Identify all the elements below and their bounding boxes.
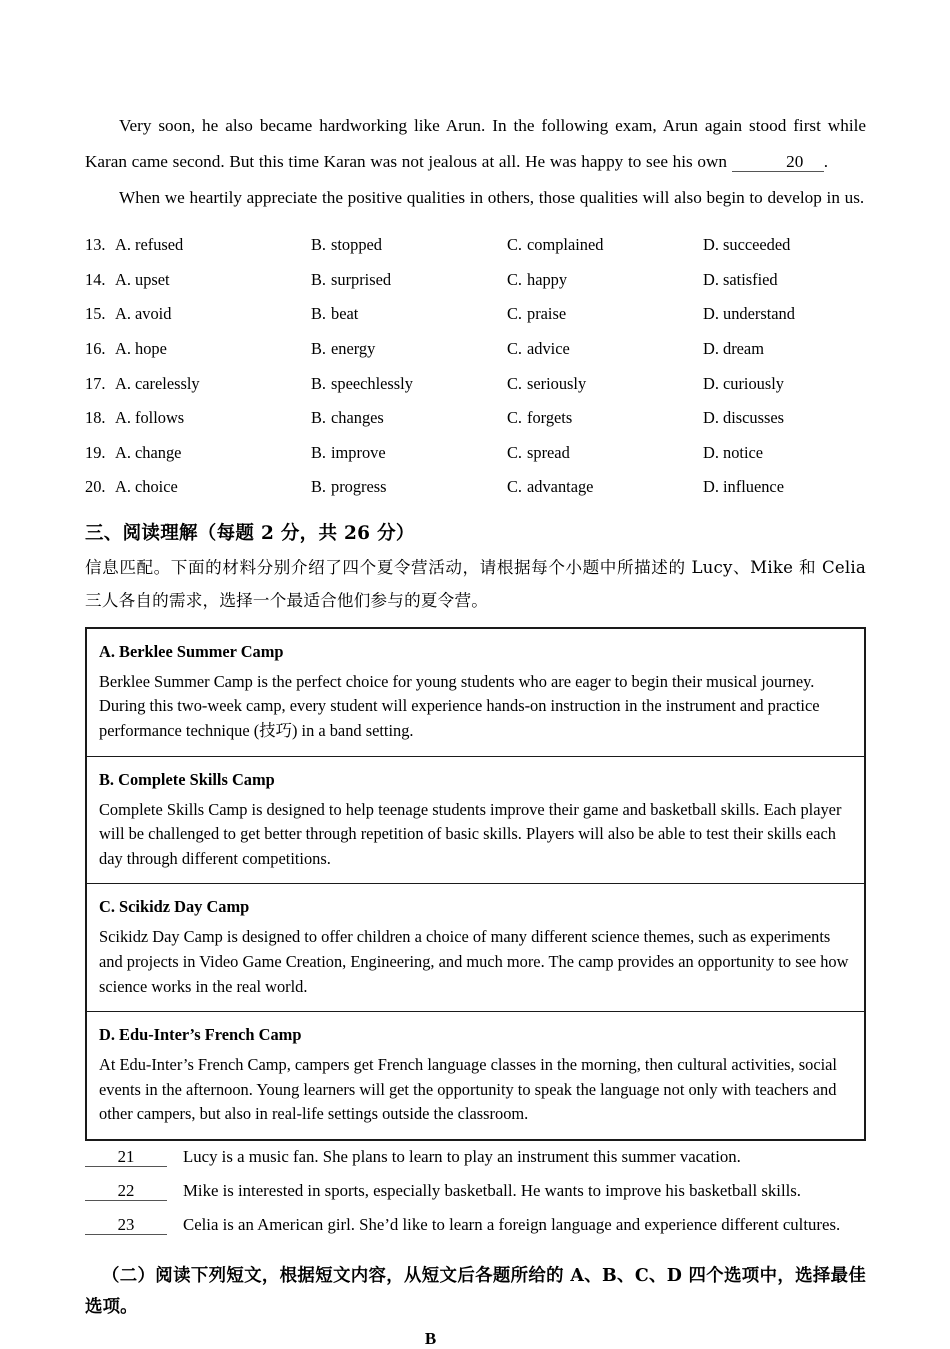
option-c[interactable] [507, 408, 703, 428]
option-b[interactable] [311, 374, 507, 394]
section-heading: 三、阅读理解（每题 2 分，共 26 分） [85, 522, 415, 544]
option-c-letter: C. [507, 339, 523, 359]
passage-paragraph-1-end: . [823, 152, 829, 171]
option-b-letter: B. [311, 269, 327, 289]
option-a-letter: A. [115, 269, 131, 289]
option-c-text: seriously [527, 373, 587, 393]
option-a[interactable] [115, 235, 311, 255]
option-a[interactable] [115, 339, 311, 359]
passage-paragraph-1-text: Very soon, he also became hardworking like Arun. In the following exam, Arun again stood first while Karan came second. But this time Karan was not jealous at all. He was happy to see his own [85, 116, 866, 171]
passage-paragraph-2: When we heartily appreciate the positive qualities in others, those qualities will also begin to develop in us. [119, 188, 865, 207]
option-c-text: complained [527, 235, 604, 255]
choice-row [85, 332, 866, 367]
option-d-letter: D. [703, 235, 719, 255]
option-a[interactable] [115, 270, 311, 290]
option-a[interactable] [115, 374, 311, 394]
option-d[interactable] [703, 270, 883, 290]
matching-row [85, 1147, 866, 1181]
option-a-text: choice [135, 477, 178, 497]
camp-body-a: Berklee Summer Camp is the perfect choice for young students who are eager to begin their musical journey. During this two-week camp, every student will experience hands-on instruction in the instrument and practice performance technique (技巧) in a band setting. [99, 671, 820, 740]
option-a-text: carelessly [135, 373, 200, 393]
option-b[interactable] [311, 304, 507, 324]
option-a[interactable] [115, 304, 311, 324]
option-c-letter: C. [507, 269, 523, 289]
option-c[interactable] [507, 270, 703, 290]
option-c-letter: C. [507, 235, 523, 255]
option-b-text: speechlessly [331, 373, 413, 393]
blank-20: 20 [732, 153, 824, 172]
matching-text-21: Lucy is a music fan. She plans to learn to play an instrument this summer vacation. [183, 1146, 741, 1166]
option-a-text: hope [135, 339, 167, 359]
question-number: 17. [85, 373, 106, 393]
question-number: 14. [85, 269, 106, 289]
camp-title-b: B. Complete Skills Camp [99, 769, 275, 789]
option-b[interactable] [311, 408, 507, 428]
camps-table [85, 627, 866, 1141]
option-b[interactable] [311, 235, 507, 255]
option-a-text: follows [135, 408, 185, 428]
option-c-text: spread [527, 442, 570, 462]
option-d[interactable] [703, 477, 883, 497]
option-a-letter: A. [115, 339, 131, 359]
option-d[interactable] [703, 408, 883, 428]
camp-cell-a [87, 629, 864, 757]
camp-body-c: Scikidz Day Camp is designed to offer children a choice of many different science themes, such as experiments and projects in Video Game Creation, Engineering, and much more. The camp provides an opportunity to see how science works in the real world. [99, 927, 849, 996]
option-c-text: advice [527, 339, 570, 359]
matching-text-22: Mike is interested in sports, especially basketball. He wants to improve his basketball skills. [183, 1181, 801, 1201]
choice-row [85, 436, 866, 471]
choice-row [85, 470, 866, 505]
option-a[interactable] [115, 477, 311, 497]
question-number: 13. [85, 235, 106, 255]
option-a-text: refused [135, 235, 184, 255]
question-number: 16. [85, 339, 106, 359]
question-number: 18. [85, 408, 106, 428]
option-c[interactable] [507, 339, 703, 359]
option-d[interactable] [703, 235, 883, 255]
option-b[interactable] [311, 339, 507, 359]
option-b-letter: B. [311, 373, 327, 393]
option-d-text: succeeded [723, 235, 791, 255]
option-d-text: curiously [723, 373, 785, 393]
option-c[interactable] [507, 374, 703, 394]
camp-cell-d [87, 1012, 864, 1139]
option-d-text: discusses [723, 408, 785, 428]
option-b-text: surprised [331, 269, 392, 289]
option-d-letter: D. [703, 269, 719, 289]
option-a-letter: A. [115, 442, 131, 462]
camp-body-b: Complete Skills Camp is designed to help teenage students improve their game and basketball skills. Each player will be challenged to get better through repetition of basic skills. Players will also be able to test their skills each day through different competitions. [99, 799, 842, 868]
question-number: 15. [85, 304, 106, 324]
option-a-letter: A. [115, 408, 131, 428]
option-c-letter: C. [507, 477, 523, 497]
option-c-letter: C. [507, 373, 523, 393]
option-c-text: happy [527, 269, 568, 289]
option-d-letter: D. [703, 408, 719, 428]
option-b-letter: B. [311, 339, 327, 359]
option-b-letter: B. [311, 477, 327, 497]
matching-row [85, 1181, 866, 1215]
option-a-letter: A. [115, 477, 131, 497]
option-d-text: satisfied [723, 269, 778, 289]
camp-cell-b [87, 757, 864, 885]
option-d[interactable] [703, 374, 883, 394]
option-d-text: influence [723, 477, 784, 497]
matching-blank-23: 23 [85, 1216, 167, 1235]
option-b-letter: B. [311, 304, 327, 324]
choice-row [85, 263, 866, 298]
choice-row [85, 401, 866, 436]
option-d[interactable] [703, 304, 883, 324]
question-number: 20. [85, 477, 106, 497]
option-d-letter: D. [703, 304, 719, 324]
option-a-letter: A. [115, 235, 131, 255]
option-d-text: notice [723, 442, 764, 462]
option-b-text: changes [331, 408, 384, 428]
option-a[interactable] [115, 443, 311, 463]
matching-text-23: Celia is an American girl. She’d like to learn a foreign language and experience different cultures. [183, 1215, 841, 1235]
option-d-letter: D. [703, 477, 719, 497]
option-d-letter: D. [703, 373, 719, 393]
option-d[interactable] [703, 339, 883, 359]
option-d-text: dream [723, 339, 764, 359]
option-c-letter: C. [507, 408, 523, 428]
option-d-letter: D. [703, 442, 719, 462]
option-c-text: forgets [527, 408, 573, 428]
option-c[interactable] [507, 235, 703, 255]
section-instruction: 信息匹配。下面的材料分别介绍了四个夏令营活动，请根据每个小题中所描述的 Lucy、Mike 和 Celia 三人各自的需求，选择一个最适合他们参与的夏令营。 [85, 557, 866, 610]
option-b-text: improve [331, 442, 386, 462]
option-b-text: progress [331, 477, 387, 497]
option-c-letter: C. [507, 442, 523, 462]
option-a-text: change [135, 442, 182, 462]
option-b-letter: B. [311, 408, 327, 428]
option-c[interactable] [507, 443, 703, 463]
camp-cell-c [87, 884, 864, 1012]
option-d-text: understand [723, 304, 795, 324]
camp-title-a: A. Berklee Summer Camp [99, 641, 284, 661]
option-b-letter: B. [311, 442, 327, 462]
option-b[interactable] [311, 477, 507, 497]
option-b-text: beat [331, 304, 359, 324]
camp-body-d: At Edu-Inter’s French Camp, campers get French language classes in the morning, then cultural activities, social events in the afternoon. Young learners will get the opportunity to speak the language not only with teachers and other campers, but also in real-life settings outside the classroom. [99, 1055, 837, 1124]
option-b-letter: B. [311, 235, 327, 255]
page-content [85, 108, 866, 1349]
option-a[interactable] [115, 408, 311, 428]
option-b[interactable] [311, 270, 507, 290]
matching-blank-21: 21 [85, 1148, 167, 1167]
option-a-text: upset [135, 269, 170, 289]
option-d-letter: D. [703, 339, 719, 359]
matching-row [85, 1215, 866, 1249]
option-b[interactable] [311, 443, 507, 463]
option-c[interactable] [507, 477, 703, 497]
choice-row [85, 228, 866, 263]
option-c-text: praise [527, 304, 567, 324]
option-c-letter: C. [507, 304, 523, 324]
option-c-text: advantage [527, 477, 594, 497]
passage-label-b: B [424, 1329, 437, 1349]
option-c[interactable] [507, 304, 703, 324]
option-b-text: stopped [331, 235, 382, 255]
option-d[interactable] [703, 443, 883, 463]
matching-questions [85, 1147, 866, 1250]
option-a-letter: A. [115, 373, 131, 393]
question-number: 19. [85, 442, 106, 462]
choice-row [85, 366, 866, 401]
option-a-letter: A. [115, 304, 131, 324]
choice-row [85, 297, 866, 332]
option-b-text: energy [331, 339, 376, 359]
camp-title-d: D. Edu-Inter’s French Camp [99, 1025, 302, 1045]
option-a-text: avoid [135, 304, 172, 324]
camp-title-c: C. Scikidz Day Camp [99, 897, 250, 917]
passage-paragraph-1 [85, 108, 866, 180]
choices-list [85, 228, 866, 505]
matching-blank-22: 22 [85, 1182, 167, 1201]
final-instruction: （二）阅读下列短文，根据短文内容，从短文后各题所给的 A、B、C、D 四个选项中，选择最佳选项。 [85, 1266, 866, 1318]
